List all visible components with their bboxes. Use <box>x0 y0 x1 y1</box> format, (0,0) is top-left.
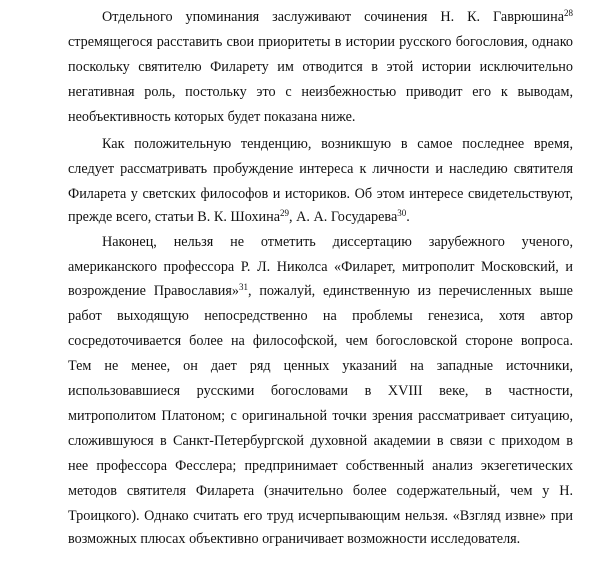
text-line: нее профессора Фесслера; предпринимает собственный анализ экзегетических <box>68 458 573 474</box>
text-line: Троицкого). Однако считать его труд исчерпывающим нельзя. «Взгляд извне» при <box>68 508 573 524</box>
text-line: сложившуюся в Санкт-Петербургской духовной академии в связи с приходом в <box>68 433 573 449</box>
text-line: негативная роль, постольку это с неизбежностью приводит его к выводам, <box>68 84 573 100</box>
text-line: американского профессора Р. Л. Николса «Филарет, митрополит Московский, и <box>68 259 573 275</box>
footnote-ref[interactable]: 30 <box>397 208 407 218</box>
text-line: Филарета у светских философов и историков. Об этом интересе свидетельствуют, <box>68 186 573 202</box>
text-line: следует рассматривать пробуждение интереса к личности и наследию святителя <box>68 161 573 177</box>
text-line: Как положительную тенденцию, возникшую в самое последнее время, <box>102 136 573 152</box>
text-line: использовавшиеся русскими богословами в XVIII веке, в частности, <box>68 383 573 399</box>
text-line: возрождение Православия»$^{31}$, пожалуй, единственную из перечисленных выше <box>68 282 573 299</box>
text-line: работ выходящую непосредственно на проблемы генезиса, хотя автор <box>68 308 573 324</box>
text-line: Отдельного упоминания заслуживают сочинения Н. К. Гаврюшина$^{28}$ <box>102 8 573 25</box>
text-line: возможных плюсах объективно ограничивает возможности исследователя. <box>68 531 521 547</box>
text-line: сосредоточивается более на философской, чем богословской стороне вопроса. <box>68 333 573 349</box>
text-line: прежде всего, статьи В. К. Шохина$^{29}$, А. А. Государева$^{30}$. <box>68 208 410 225</box>
footnote-ref[interactable]: 29 <box>280 208 290 218</box>
footnote-ref[interactable]: 31 <box>239 282 248 292</box>
text-line: Тем не менее, он дает ряд ценных указаний на западные источники, <box>68 358 573 374</box>
text-line: Наконец, нельзя не отметить диссертацию зарубежного ученого, <box>102 234 573 250</box>
text-line: методов святителя Филарета (значительно более содержательный, чем у Н. <box>68 483 573 499</box>
footnote-ref[interactable]: 28 <box>564 8 573 18</box>
text-line: необъективность которых будет показана ниже. <box>68 109 356 125</box>
text-line: митрополитом Платоном; с оригинальной точки зрения рассматривает ситуацию, <box>68 408 573 424</box>
text-line: поскольку святителю Филарету им отводится в этой истории исключительно <box>68 59 573 75</box>
text-line: стремящегося расставить свои приоритеты в истории русского богословия, однако <box>68 34 573 50</box>
